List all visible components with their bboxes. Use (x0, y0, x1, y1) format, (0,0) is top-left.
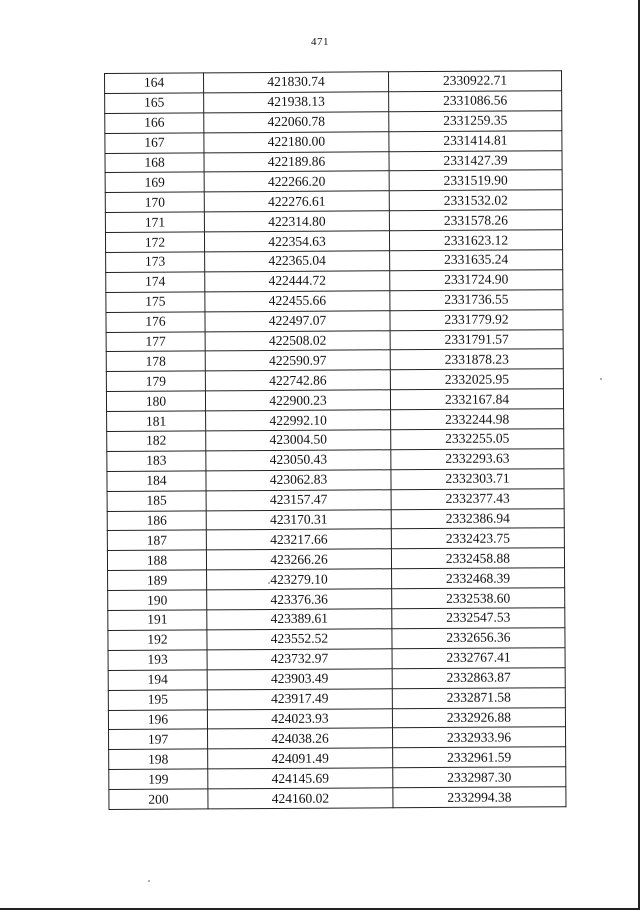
point-number-cell: 164 (105, 73, 204, 93)
y-coordinate-cell: 2332767.41 (392, 648, 565, 669)
table-row (106, 329, 563, 352)
y-coordinate-cell: 2332386.94 (391, 508, 564, 529)
y-coordinate-cell: 2330922.71 (388, 71, 561, 92)
scan-speck (148, 880, 150, 882)
y-coordinate-cell: 2331519.90 (389, 170, 562, 191)
y-coordinate-cell: 2331578.26 (389, 210, 562, 231)
y-coordinate-cell: 2332933.96 (393, 727, 566, 748)
point-number-cell: 182 (107, 431, 206, 451)
point-number-cell: 189 (108, 570, 207, 590)
y-coordinate-cell: 2332244.98 (391, 409, 564, 430)
y-coordinate-cell: 2331414.81 (389, 130, 562, 151)
x-coordinate-cell: 422497.07 (205, 310, 390, 331)
table-row (109, 747, 566, 770)
table-row (108, 608, 565, 631)
point-number-cell: 199 (109, 769, 208, 789)
table-row (107, 429, 564, 452)
x-coordinate-cell: 422590.97 (205, 350, 390, 371)
page-number: 471 (311, 36, 329, 48)
point-number-cell: 184 (107, 471, 206, 491)
point-number-cell: 187 (107, 530, 206, 550)
y-coordinate-cell: 2332025.95 (390, 369, 563, 390)
point-number-cell: 190 (108, 590, 207, 610)
x-coordinate-cell: 421830.74 (204, 72, 389, 93)
point-number-cell: 178 (106, 351, 205, 371)
table-row (107, 469, 564, 492)
table-row (108, 628, 565, 651)
x-coordinate-cell: 423732.97 (207, 649, 392, 670)
table-row (108, 667, 565, 690)
x-coordinate-cell: 422266.20 (204, 171, 389, 192)
table-row (106, 369, 563, 392)
x-coordinate-cell: 424160.02 (208, 788, 393, 809)
x-coordinate-cell: 423552.52 (207, 629, 392, 650)
point-number-cell: 170 (105, 192, 204, 212)
scan-speck (268, 582, 270, 584)
x-coordinate-cell: 423279.10 (207, 569, 392, 590)
table-row (107, 409, 564, 432)
y-coordinate-cell: 2332547.53 (392, 608, 565, 629)
y-coordinate-cell: 2332167.84 (390, 389, 563, 410)
x-coordinate-cell: 424091.49 (208, 748, 393, 769)
point-number-cell: 175 (106, 292, 205, 312)
table-row (105, 230, 562, 253)
y-coordinate-cell: 2332377.43 (391, 488, 564, 509)
x-coordinate-cell: 424038.26 (208, 728, 393, 749)
x-coordinate-cell: 423157.47 (206, 489, 391, 510)
y-coordinate-cell: 2331635.24 (390, 250, 563, 271)
table-row (108, 707, 565, 730)
table-row (109, 727, 566, 750)
point-number-cell: 198 (109, 749, 208, 769)
point-number-cell: 174 (106, 272, 205, 292)
y-coordinate-cell: 2331259.35 (389, 110, 562, 131)
table-row (108, 687, 565, 710)
y-coordinate-cell: 2331779.92 (390, 309, 563, 330)
y-coordinate-cell: 2332538.60 (392, 588, 565, 609)
x-coordinate-cell: 422354.63 (204, 231, 389, 252)
y-coordinate-cell: 2332255.05 (391, 429, 564, 450)
point-number-cell: 166 (105, 113, 204, 133)
y-coordinate-cell: 2332863.87 (392, 667, 565, 688)
x-coordinate-cell: 422508.02 (205, 330, 390, 351)
point-number-cell: 180 (106, 391, 205, 411)
table-row (106, 289, 563, 312)
x-coordinate-cell: 422276.61 (204, 191, 389, 212)
x-coordinate-cell: 423389.61 (207, 609, 392, 630)
x-coordinate-cell: 422365.04 (205, 251, 390, 272)
table-row (109, 787, 566, 810)
table-row (107, 508, 564, 531)
table-row (105, 170, 562, 193)
point-number-cell: 176 (106, 312, 205, 332)
y-coordinate-cell: 2332458.88 (391, 548, 564, 569)
table-row (106, 270, 563, 293)
point-number-cell: 196 (108, 709, 207, 729)
x-coordinate-cell: 422314.80 (204, 211, 389, 232)
table-row (106, 389, 563, 412)
y-coordinate-cell: 2331623.12 (389, 230, 562, 251)
scan-speck (600, 378, 602, 380)
x-coordinate-cell: 423004.50 (206, 430, 391, 451)
point-number-cell: 179 (106, 371, 205, 391)
x-coordinate-cell: 423917.49 (207, 688, 392, 709)
x-coordinate-cell: 424023.93 (207, 708, 392, 729)
x-coordinate-cell: 422455.66 (205, 291, 390, 312)
y-coordinate-cell: 2332303.71 (391, 469, 564, 490)
table-row (105, 91, 562, 114)
table-row (105, 210, 562, 233)
y-coordinate-cell: 2331724.90 (390, 270, 563, 291)
point-number-cell: 194 (108, 670, 207, 690)
y-coordinate-cell: 2332656.36 (392, 628, 565, 649)
x-coordinate-cell: 423217.66 (206, 529, 391, 550)
point-number-cell: 188 (107, 550, 206, 570)
y-coordinate-cell: 2331086.56 (389, 91, 562, 112)
x-coordinate-cell: 422060.78 (204, 112, 389, 133)
table-row (105, 190, 562, 213)
point-number-cell: 172 (105, 232, 204, 252)
x-coordinate-cell: 423376.36 (207, 589, 392, 610)
table-row (107, 528, 564, 551)
point-number-cell: 165 (105, 93, 204, 113)
point-number-cell: 185 (107, 491, 206, 511)
y-coordinate-cell: 2332871.58 (392, 687, 565, 708)
point-number-cell: 193 (108, 650, 207, 670)
x-coordinate-cell: 421938.13 (204, 92, 389, 113)
point-number-cell: 183 (107, 451, 206, 471)
table-row (106, 250, 563, 273)
point-number-cell: 173 (106, 252, 205, 272)
table-row (107, 449, 564, 472)
table-row (105, 110, 562, 133)
x-coordinate-cell: 423903.49 (207, 668, 392, 689)
y-coordinate-cell: 2332987.30 (393, 767, 566, 788)
x-coordinate-cell: 424145.69 (208, 768, 393, 789)
table-row (105, 71, 562, 94)
table-row (109, 767, 566, 790)
y-coordinate-cell: 2331878.23 (390, 349, 563, 370)
x-coordinate-cell: 422900.23 (205, 390, 390, 411)
point-number-cell: 197 (109, 729, 208, 749)
point-number-cell: 186 (107, 510, 206, 530)
x-coordinate-cell: 423062.83 (206, 470, 391, 491)
point-number-cell: 181 (107, 411, 206, 431)
table-row (105, 130, 562, 153)
table-row (107, 488, 564, 511)
coordinate-table (104, 70, 566, 810)
table-row (108, 648, 565, 671)
point-number-cell: 192 (108, 630, 207, 650)
point-number-cell: 169 (105, 172, 204, 192)
point-number-cell: 177 (106, 331, 205, 351)
point-number-cell: 191 (108, 610, 207, 630)
table-row (106, 349, 563, 372)
table-row (108, 568, 565, 591)
y-coordinate-cell: 2332961.59 (393, 747, 566, 768)
x-coordinate-cell: 422189.86 (204, 151, 389, 172)
point-number-cell: 167 (105, 133, 204, 153)
y-coordinate-cell: 2331736.55 (390, 289, 563, 310)
x-coordinate-cell: 422444.72 (205, 271, 390, 292)
x-coordinate-cell: 422180.00 (204, 131, 389, 152)
x-coordinate-cell: 422992.10 (206, 410, 391, 431)
y-coordinate-cell: 2332926.88 (392, 707, 565, 728)
point-number-cell: 195 (108, 689, 207, 709)
table-body (105, 71, 566, 810)
table-row (108, 588, 565, 611)
point-number-cell: 171 (105, 212, 204, 232)
table-row (106, 309, 563, 332)
point-number-cell: 168 (105, 152, 204, 172)
x-coordinate-cell: 423050.43 (206, 450, 391, 471)
y-coordinate-cell: 2332468.39 (392, 568, 565, 589)
y-coordinate-cell: 2332293.63 (391, 449, 564, 470)
x-coordinate-cell: 423266.26 (206, 549, 391, 570)
table-row (105, 150, 562, 173)
point-number-cell: 200 (109, 789, 208, 809)
table-row (107, 548, 564, 571)
y-coordinate-cell: 2331532.02 (389, 190, 562, 211)
y-coordinate-cell: 2332423.75 (391, 528, 564, 549)
y-coordinate-cell: 2332994.38 (393, 787, 566, 808)
y-coordinate-cell: 2331791.57 (390, 329, 563, 350)
y-coordinate-cell: 2331427.39 (389, 150, 562, 171)
x-coordinate-cell: 422742.86 (205, 370, 390, 391)
x-coordinate-cell: 423170.31 (206, 509, 391, 530)
